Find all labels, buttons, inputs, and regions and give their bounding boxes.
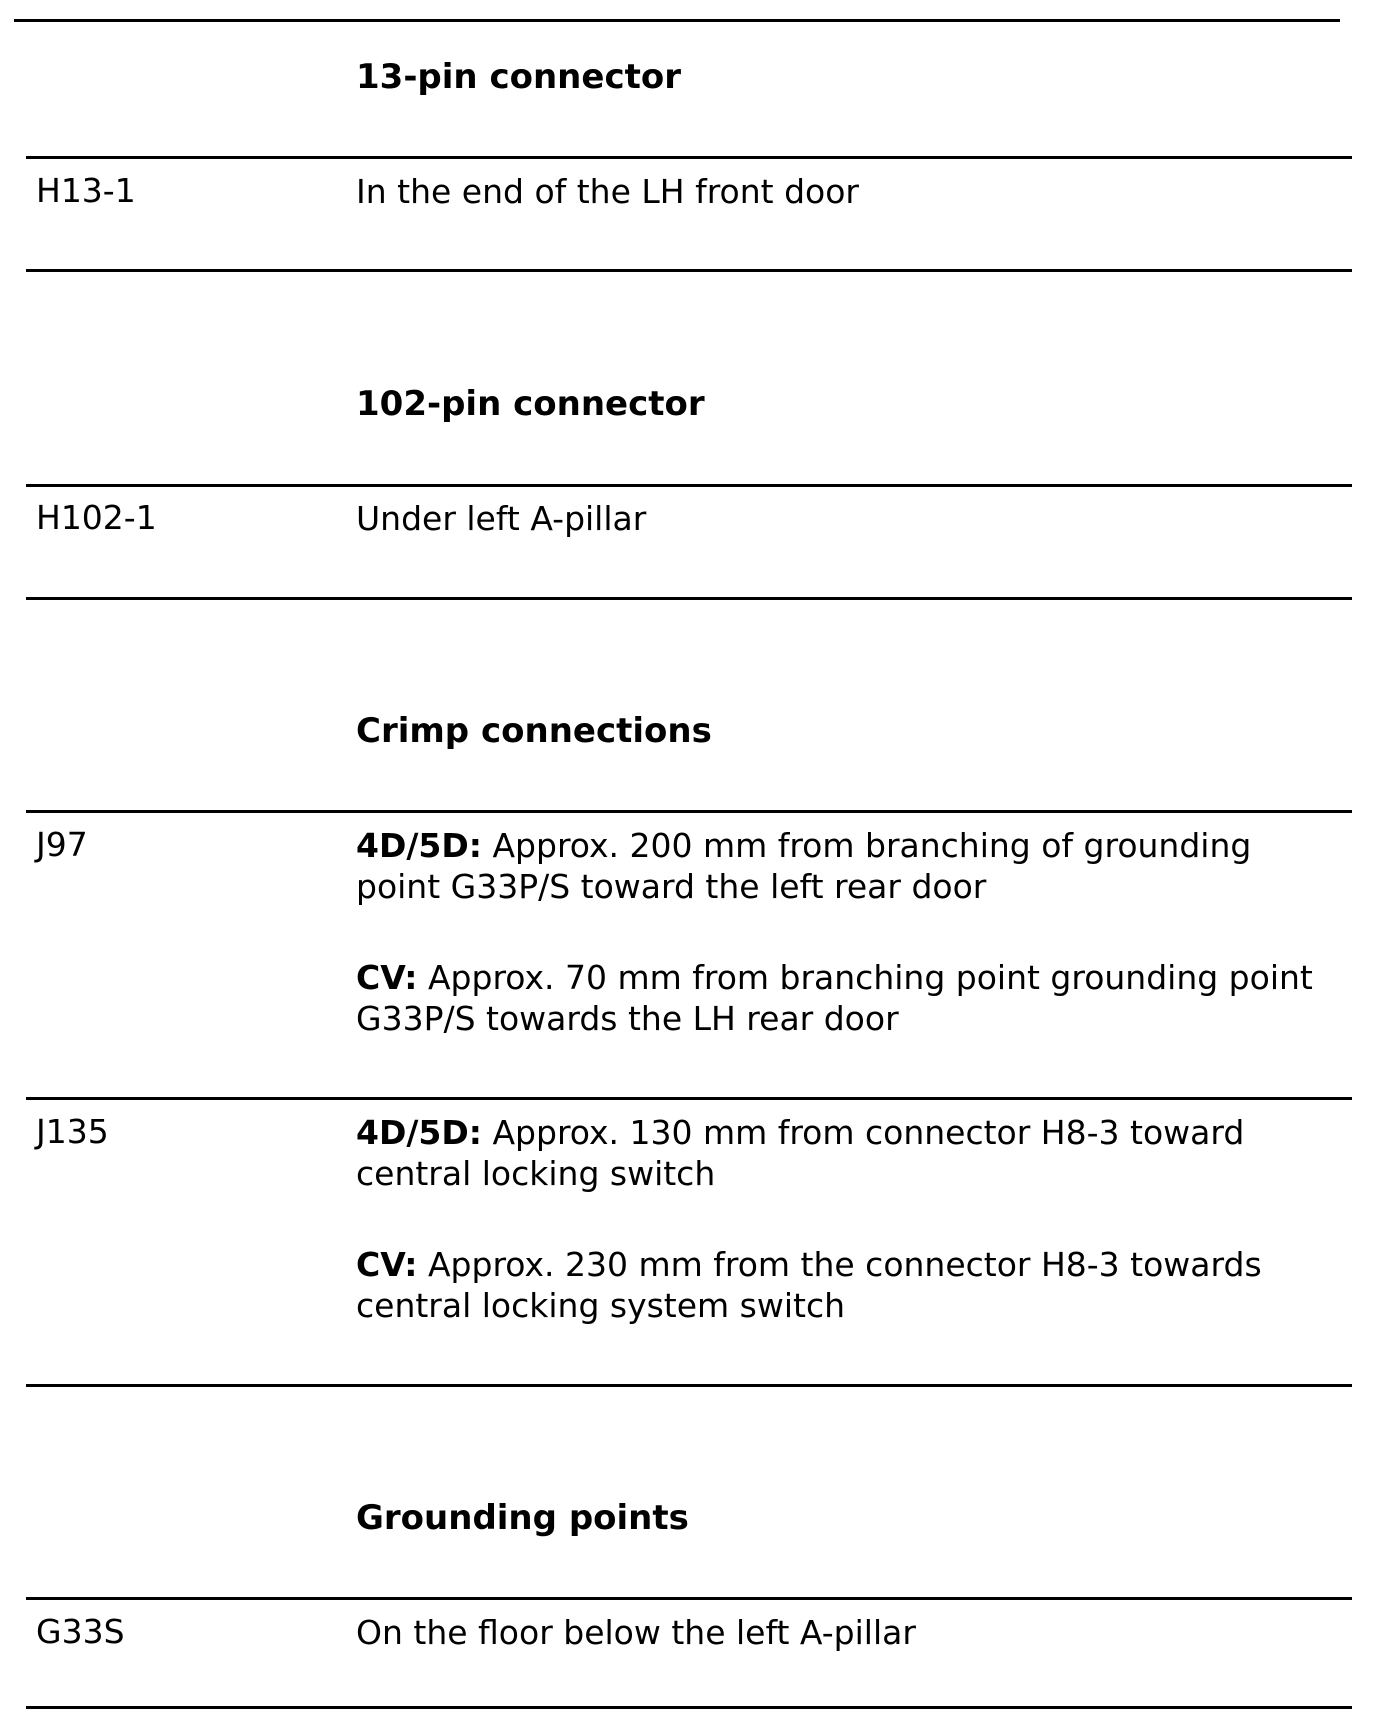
variant-label: 4D/5D: [356,826,482,865]
row-description-h102-1: Under left A-pillar [356,499,647,538]
section-heading-grounding: Grounding points [356,1498,689,1538]
variant-text: Approx. 200 mm from branching of grounding point G33P/S toward the left rear door [356,826,1252,906]
row-code-g33s: G33S [36,1612,125,1651]
variant-entry [356,825,1341,907]
row-description-j97 [356,825,1341,1039]
divider [26,1706,1352,1709]
divider [26,1097,1352,1100]
row-code-h102-1: H102-1 [36,498,157,537]
divider [26,1597,1352,1600]
divider [26,597,1352,600]
row-code-h13-1: H13-1 [36,171,136,210]
section-heading-13-pin: 13-pin connector [356,57,681,97]
row-description-g33s: On the floor below the left A-pillar [356,1613,916,1652]
variant-entry [356,1244,1341,1326]
variant-text: Approx. 230 mm from the connector H8-3 towards central locking system switch [356,1245,1262,1325]
row-description-h13-1: In the end of the LH front door [356,172,859,211]
divider [26,484,1352,487]
variant-label: CV: [356,1245,418,1284]
variant-label: CV: [356,958,418,997]
divider [26,269,1352,272]
divider [26,1384,1352,1387]
section-heading-crimp: Crimp connections [356,711,712,751]
variant-entry [356,957,1341,1039]
divider [26,810,1352,813]
variant-entry [356,1112,1341,1194]
variant-text: Approx. 70 mm from branching point grounding point G33P/S towards the LH rear door [356,958,1313,1038]
section-heading-102-pin: 102-pin connector [356,384,705,424]
row-code-j135: J135 [36,1112,109,1151]
divider [14,19,1340,22]
row-description-j135 [356,1112,1341,1326]
divider [26,156,1352,159]
row-code-j97: J97 [36,825,88,864]
variant-label: 4D/5D: [356,1113,482,1152]
variant-text: Approx. 130 mm from connector H8-3 toward central locking switch [356,1113,1245,1193]
